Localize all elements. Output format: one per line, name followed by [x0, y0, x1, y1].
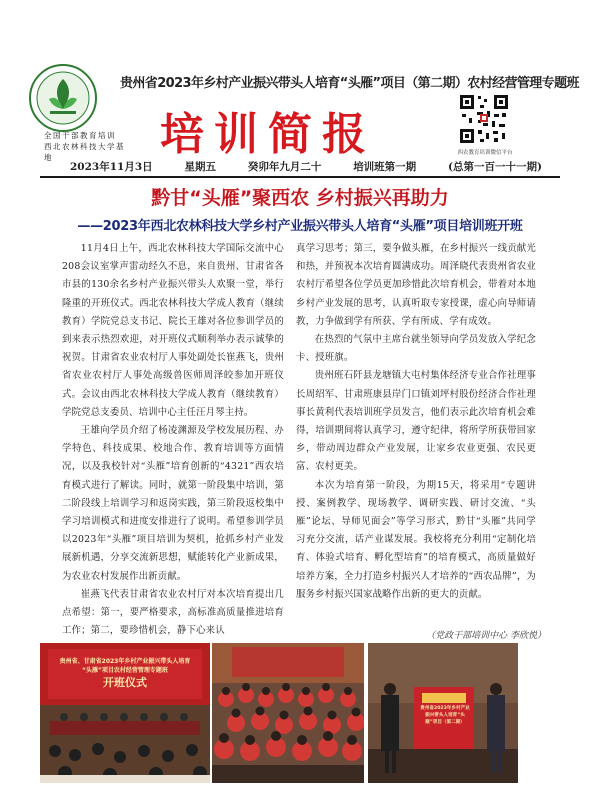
header-divider: [40, 176, 560, 178]
qr-code: [458, 93, 510, 145]
paragraph: 在热烈的气氛中主席台就坐领导向学员发放入学纪念卡、授班旗。: [296, 334, 536, 364]
paragraph: 崔燕飞代表甘肃省农业农村厅对本次培育提出几点希望：第一，要严格要求，高标准高质量推进培育工作；第二，要珍惜机会，静下心来认: [62, 588, 284, 637]
logo-caption-line-1: 全国干部教育培训: [44, 131, 116, 140]
header-title: 贵州省2023年乡村产业振兴带头人培育“头雁”项目（第二期）农村经营管理专题班: [120, 76, 579, 91]
qr-caption: 西农教育培训微信平台: [457, 150, 513, 156]
masthead-title: 培训简报: [160, 109, 376, 160]
issue-number: 培训班第一期: [353, 161, 417, 173]
paragraph: 贵州班石阡县龙塘镇大屯村集体经济专业合作社理事长周绍军、甘肃班康县岸门口镇刘坪村股份经济合作社理事长黄利代表培训班学员发言，他们表示此次培育机会难得，培训期间将认真学习，遵守纪律，将所学所获带回家乡，带动周边群众产业发展，让家乡农业更强、农民更富、农村更美。: [296, 370, 536, 473]
photo-flag-presentation: [368, 643, 518, 783]
photo-flag-text: 贵州省2023年乡村产业振兴带头人培育“头雁”项目（第二期）: [420, 706, 470, 725]
issue-total-number: (总第一百一十一期): [448, 161, 542, 173]
school-logo: [28, 63, 98, 133]
issue-info-bar: [70, 159, 542, 174]
photo-banner-line-3: 开班仪式: [103, 676, 147, 689]
photo-banner-line-1: 贵州省、甘肃省2023年乡村产业振兴带头人培育: [59, 658, 191, 665]
paragraph: 王雄向学员介绍了杨凌渊源及学校发展历程、办学特色、科技成果、校地合作、教育培训等方面情况，以及我校针对“头雁”培育创新的“4321”西农培育模式进行了解读。同时，就第一阶段集中培训，第二阶段线上培训学习和返岗实践，第三阶段返校集中学习培训模式和进度安排进行了说明。希望参训学员以2023年“头雁”项目培训为契机，抢抓乡村产业发展新机遇，分享交流新思想，赋能转化产业新成果，为农业农村发展作出新贡献。: [62, 425, 284, 582]
article-column-left: [62, 240, 284, 640]
article-column-right: [296, 240, 536, 604]
paragraph: 11月4日上午，西北农林科技大学国际交流中心208会议室掌声雷动经久不息，来自贵州、甘肃省各市县的130余名乡村产业振兴带头人欢聚一堂，举行隆重的开班仪式。西北农林科技大学成人教育（继续教育）学院党总支书记、院长王雄对各位参训学员的到来表示热烈欢迎，对开班仪式顺利举办表示诚挚的祝贺。甘肃省农业农村厅人事处副处长崔燕飞，贵州省农业农村厅人事处高级兽医师周泽皎参加开班仪式。会议由西北农林科技大学成人教育（继续教育）学院党总支委员、培训中心主任汪月琴主持。: [62, 243, 284, 418]
logo-caption-line-2: 西北农林科技大学基地: [44, 142, 125, 162]
article-headline: 黔甘“头雁”聚西农 乡村振兴再助力: [151, 187, 449, 209]
article-byline: （党政干部培训中心 李欣悦）: [426, 631, 546, 641]
photo-banner-line-2: “头雁”项目农村经营管理专题班: [82, 667, 168, 674]
article-subheadline: ——2023年西北农林科技大学乡村产业振兴带头人培育“头雁”项目培训班开班: [77, 219, 523, 234]
photo-group-audience: [212, 643, 364, 783]
photo-banner-text: [46, 657, 204, 691]
issue-weekday: 星期五: [184, 161, 216, 173]
photo-opening-ceremony-stage: [40, 643, 210, 783]
issue-lunar-date: 癸卯年九月二十: [247, 161, 322, 173]
paragraph: 真学习思考；第三，要争做头雁，在乡村振兴一线贡献光和热，并预祝本次培育圆满成功。周泽晓代表贵州省农业农村厅希望各位学员更加珍惜此次培育机会，带着对本地乡村产业发展的思考，认真听取专家授课，虚心向导师请教，力争做到学有所获、学有所成、学有成效。: [296, 243, 536, 327]
paragraph: 本次为培育第一阶段，为期15天，将采用“专题讲授、案例教学、现场教学、调研实践、研讨交流、“头雁”论坛、导师见面会”等学习形式，黔甘“头雁”共同学习充分交流，话产业谋发展。我校将充分利用“定制化培育、体验式培育、孵化型培育”的培育模式，高质量做好培养方案，全力打造乡村振兴人才培养的“西农品牌”，为服务乡村振兴国家战略作出新的更大的贡献。: [296, 479, 536, 600]
issue-date: 2023年11月3日: [70, 161, 153, 173]
